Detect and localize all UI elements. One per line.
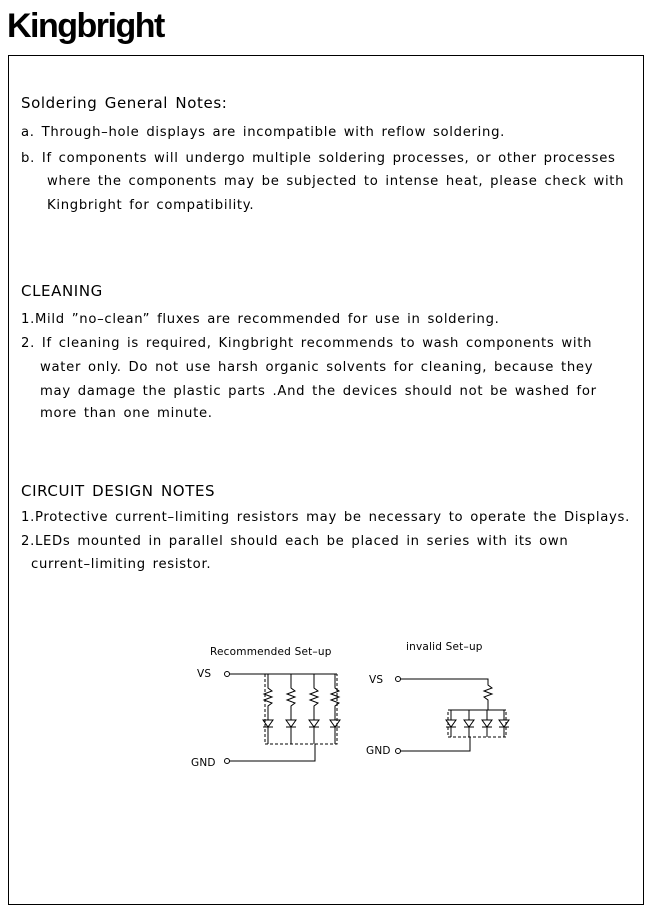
cleaning-note-2-line2: water only. Do not use harsh organic solvents for cleaning, because they bbox=[40, 360, 594, 375]
invalid-setup-label: invalid Set–up bbox=[406, 641, 483, 653]
single-resistor bbox=[401, 679, 493, 710]
recommended-setup-label: Recommended Set–up bbox=[210, 646, 332, 658]
vs-terminal-icon bbox=[225, 672, 230, 677]
vs-terminal-icon bbox=[396, 677, 401, 682]
cleaning-note-2-line4: more than one minute. bbox=[40, 406, 213, 421]
resistor-led-branch-3 bbox=[309, 674, 319, 744]
cleaning-note-2-line1: 2. If cleaning is required, Kingbright recommends to wash components with bbox=[21, 336, 593, 351]
cleaning-note-1: 1.Mild ”no–clean” fluxes are recommended for use in soldering. bbox=[21, 312, 500, 327]
circuit-title: CIRCUIT DESIGN NOTES bbox=[21, 482, 216, 500]
resistor-led-branch-4 bbox=[330, 674, 340, 744]
circuit-note-2-line1: 2.LEDs mounted in parallel should each be placed in series with its own bbox=[21, 534, 569, 549]
recommended-vs-label: VS bbox=[197, 668, 212, 680]
circuit-note-2-line2: current–limiting resistor. bbox=[31, 557, 212, 572]
soldering-note-b-line2: where the components may be subjected to intense heat, please check with bbox=[47, 174, 625, 189]
circuit-note-1: 1.Protective current–limiting resistors may be necessary to operate the Displays. bbox=[21, 510, 630, 525]
parallel-led-2 bbox=[464, 710, 474, 737]
recommended-circuit-diagram bbox=[215, 660, 355, 770]
parallel-led-4 bbox=[499, 710, 509, 737]
resistor-led-branch-2 bbox=[286, 674, 296, 744]
gnd-terminal-icon bbox=[396, 749, 401, 754]
soldering-title: Soldering General Notes: bbox=[21, 94, 228, 112]
gnd-rail bbox=[230, 744, 316, 761]
recommended-gnd-label: GND bbox=[191, 757, 216, 769]
soldering-note-b-line1: b. If components will undergo multiple soldering processes, or other processes bbox=[21, 151, 616, 166]
soldering-note-b-line3: Kingbright for compatibility. bbox=[47, 198, 255, 213]
gnd-rail bbox=[401, 737, 471, 751]
soldering-note-a: a. Through–hole displays are incompatible with reflow soldering. bbox=[21, 125, 506, 140]
cleaning-note-2-line3: may damage the plastic parts .And the devices should not be washed for bbox=[40, 384, 597, 399]
dashed-boundary bbox=[265, 674, 337, 744]
parallel-led-3 bbox=[482, 710, 492, 737]
invalid-gnd-label: GND bbox=[366, 745, 391, 757]
invalid-circuit-diagram bbox=[390, 665, 520, 765]
dashed-boundary bbox=[448, 710, 506, 737]
kingbright-logo: Kingbright bbox=[7, 7, 164, 45]
invalid-vs-label: VS bbox=[369, 674, 384, 686]
cleaning-title: CLEANING bbox=[21, 282, 103, 300]
gnd-terminal-icon bbox=[225, 759, 230, 764]
